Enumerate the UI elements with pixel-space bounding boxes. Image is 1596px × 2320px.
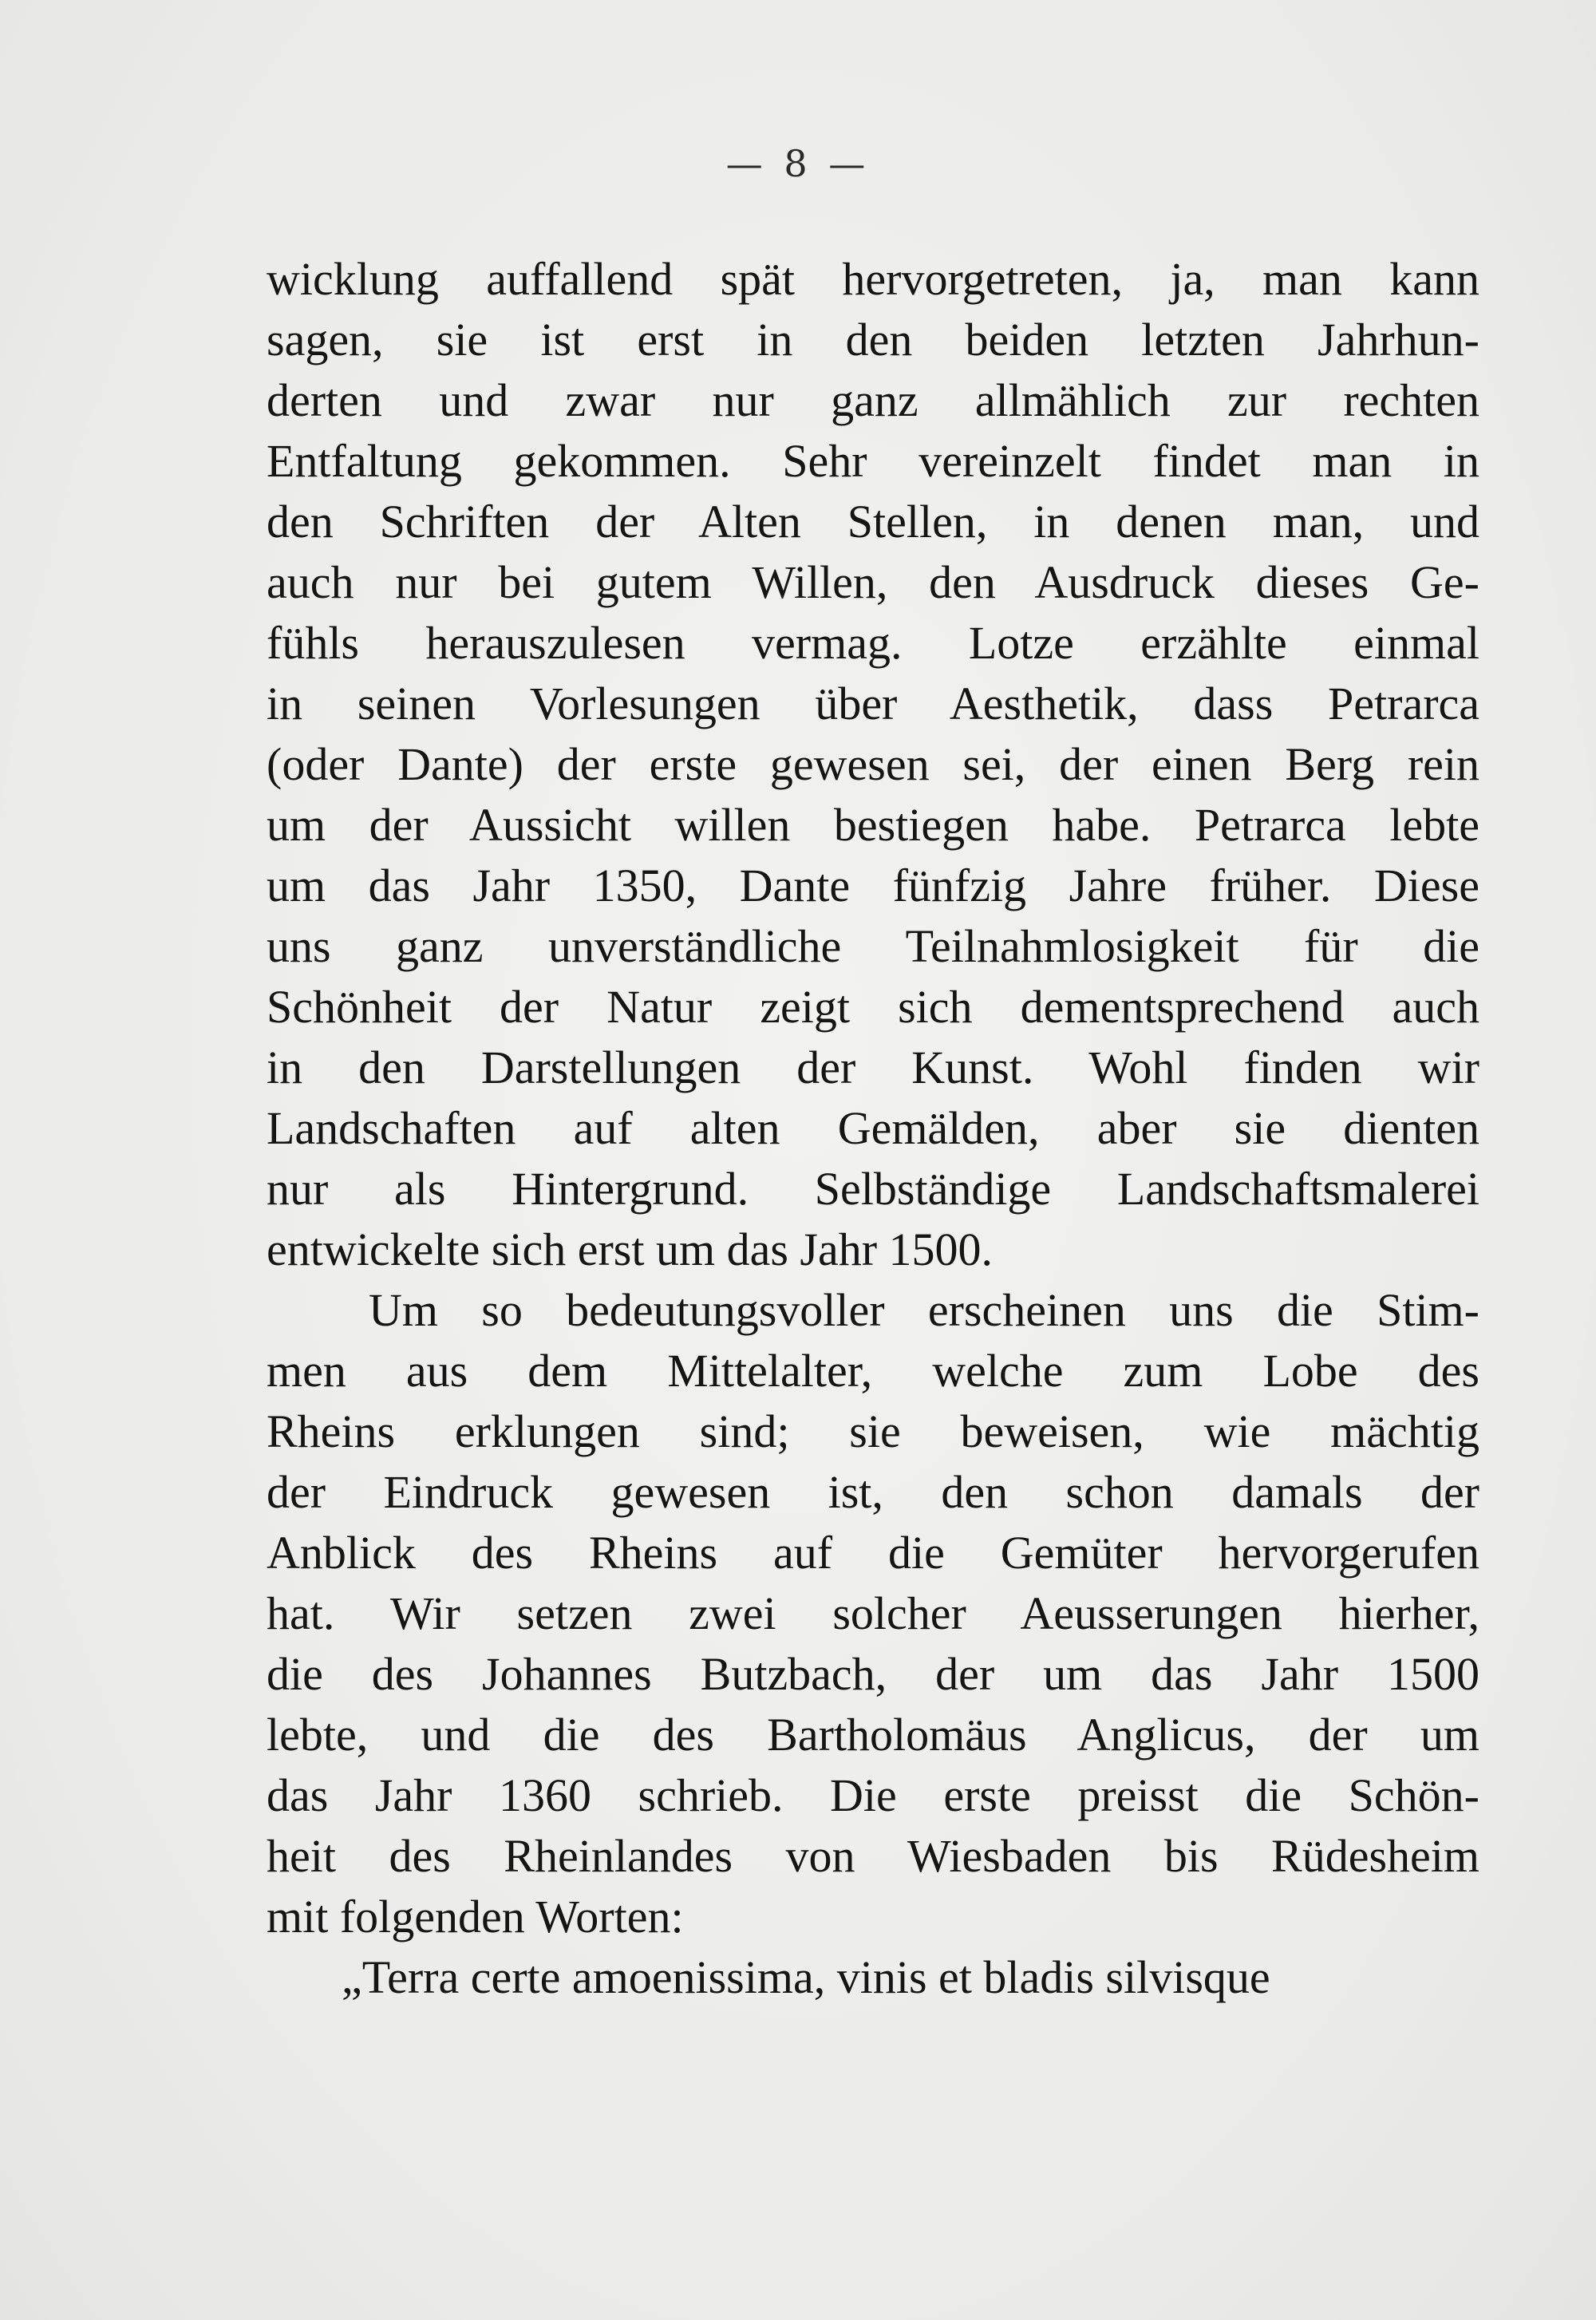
text-line: Entfaltung gekommen. Sehr vereinzelt findet man in bbox=[267, 435, 1479, 487]
text-line: in seinen Vorlesungen über Aesthetik, dass Petrarca bbox=[267, 678, 1479, 729]
text-line: men aus dem Mittelalter, welche zum Lobe des bbox=[267, 1345, 1479, 1397]
text-line: heit des Rheinlandes von Wiesbaden bis Rüdesheim bbox=[267, 1830, 1479, 1882]
text-line: nur als Hintergrund. Selbständige Landschaftsmalerei bbox=[267, 1163, 1479, 1215]
body-text bbox=[267, 249, 1479, 2008]
text-line: den Schriften der Alten Stellen, in denen man, und bbox=[267, 496, 1479, 547]
page-number: — 8 — bbox=[725, 142, 871, 185]
text-line: Schönheit der Natur zeigt sich dementsprechend auch bbox=[267, 981, 1479, 1033]
text-line: derten und zwar nur ganz allmählich zur rechten bbox=[267, 374, 1479, 426]
text-line: der Eindruck gewesen ist, den schon damals der bbox=[267, 1466, 1479, 1518]
text-line: Rheins erklungen sind; sie beweisen, wie mächtig bbox=[267, 1405, 1479, 1457]
text-line: (oder Dante) der erste gewesen sei, der einen Berg rein bbox=[267, 738, 1479, 790]
text-line: hat. Wir setzen zwei solcher Aeusserungen hierher, bbox=[267, 1587, 1479, 1639]
paragraph-start-line: Um so bedeutungsvoller erscheinen uns die Stim- bbox=[369, 1284, 1479, 1336]
text-line: um der Aussicht willen bestiegen habe. Petrarca lebte bbox=[267, 799, 1479, 851]
text-line: die des Johannes Butzbach, der um das Jahr 1500 bbox=[267, 1648, 1479, 1700]
text-line: sagen, sie ist erst in den beiden letzten Jahrhun- bbox=[267, 314, 1479, 366]
text-line: auch nur bei gutem Willen, den Ausdruck dieses Ge- bbox=[267, 556, 1479, 608]
text-line: lebte, und die des Bartholomäus Anglicus, der um bbox=[267, 1709, 1479, 1761]
text-line: Landschaften auf alten Gemälden, aber sie dienten bbox=[267, 1102, 1479, 1154]
text-line: entwickelte sich erst um das Jahr 1500. bbox=[267, 1223, 994, 1275]
text-line: um das Jahr 1350, Dante fünfzig Jahre früher. Diese bbox=[267, 860, 1479, 911]
text-line: in den Darstellungen der Kunst. Wohl finden wir bbox=[267, 1041, 1479, 1093]
text-line: mit folgenden Worten: bbox=[267, 1891, 684, 1943]
text-line: das Jahr 1360 schrieb. Die erste preisst die Schön- bbox=[267, 1769, 1479, 1821]
text-line: Anblick des Rheins auf die Gemüter hervorgerufen bbox=[267, 1527, 1479, 1579]
text-line: wicklung auffallend spät hervorgetreten, ja, man kann bbox=[267, 253, 1479, 305]
text-line: uns ganz unverständliche Teilnahmlosigkeit für die bbox=[267, 920, 1479, 972]
text-line: fühls herauszulesen vermag. Lotze erzählte einmal bbox=[267, 617, 1479, 669]
quotation-line: „Terra certe amoenissima, vinis et bladis silvisque bbox=[342, 1951, 1270, 2003]
